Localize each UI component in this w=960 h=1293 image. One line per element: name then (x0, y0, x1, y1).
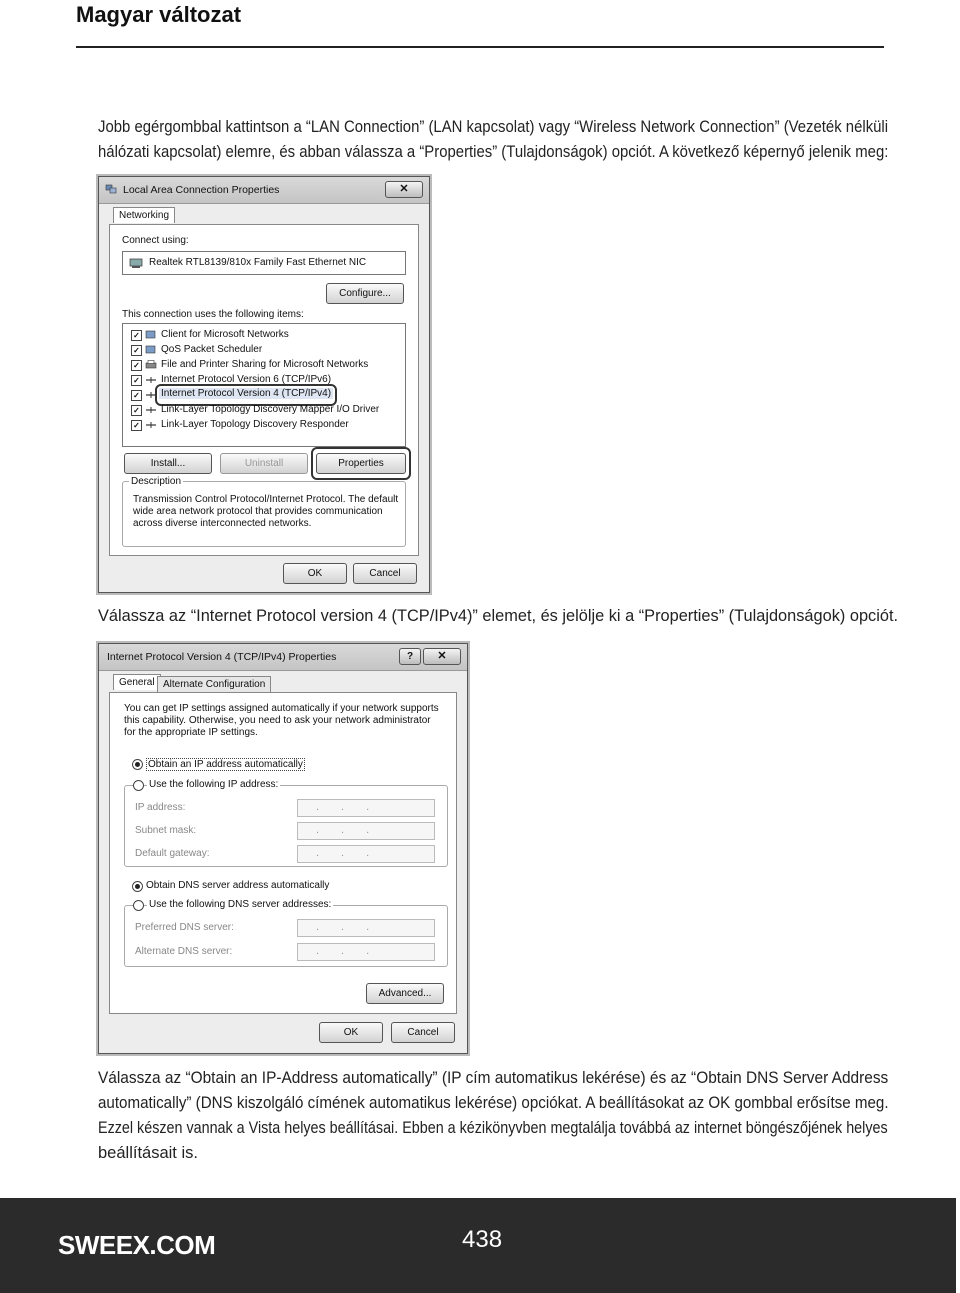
default-gateway-field: ... (297, 845, 435, 863)
ok-button[interactable]: OK (319, 1022, 383, 1043)
cancel-button[interactable]: Cancel (353, 563, 417, 584)
protocol-icon (145, 420, 157, 430)
adapter-box (122, 251, 406, 275)
item-label: Link-Layer Topology Discovery Mapper I/O Driver (161, 404, 380, 415)
item-label-selected[interactable]: Internet Protocol Version 4 (TCP/IPv4) (161, 388, 332, 399)
preferred-dns-label: Preferred DNS server: (135, 922, 234, 933)
dialog-title: Local Area Connection Properties (123, 184, 280, 196)
items-list[interactable] (122, 323, 406, 447)
ip-settings-group (124, 779, 448, 867)
tab-general[interactable]: General (113, 674, 161, 690)
heading-rule (76, 46, 884, 48)
use-dns-label[interactable]: Use the following DNS server addresses: (149, 899, 332, 910)
advanced-button[interactable]: Advanced... (366, 983, 444, 1004)
obtain-ip-label[interactable]: Obtain an IP address automatically (148, 759, 303, 770)
cancel-button[interactable]: Cancel (391, 1022, 455, 1043)
use-ip-label[interactable]: Use the following IP address: (149, 779, 279, 790)
item-label: File and Printer Sharing for Microsoft Networks (161, 359, 369, 370)
lan-properties-dialog (98, 176, 430, 593)
paragraph-line: hálózati kapcsolat) elemre, és abban válassza a “Properties” (Tulajdonságok) opciót. A következő képernyő jelenik meg: (98, 143, 889, 161)
paragraph-line: Ezzel készen vannak a Vista helyes beállításai. Ebben a kézikönyvben megtalálja továbbá az internet böngészőjének helyes (98, 1119, 888, 1137)
item-label: Internet Protocol Version 6 (TCP/IPv6) (161, 374, 332, 385)
close-button[interactable]: ✕ (423, 648, 461, 665)
obtain-dns-radio[interactable] (132, 881, 143, 892)
intro-text: for the appropriate IP settings. (124, 727, 258, 738)
select-protocol-paragraph (98, 604, 898, 629)
ip-address-label: IP address: (135, 802, 186, 813)
item-checkbox[interactable]: ✓ (131, 390, 142, 401)
final-paragraph (98, 1066, 888, 1166)
networking-panel (109, 224, 419, 556)
connect-using-label: Connect using: (122, 235, 189, 246)
page-heading: Magyar változat (76, 2, 242, 27)
general-panel (109, 692, 457, 1014)
subnet-mask-label: Subnet mask: (135, 825, 197, 836)
intro-paragraph (98, 115, 888, 165)
printer-icon (145, 360, 157, 370)
paragraph-line: Jobb egérgombbal kattintson a “LAN Connection” (LAN kapcsolat) vagy “Wireless Network Connection” (Vezeték nélküli (98, 118, 889, 136)
network-icon (105, 183, 117, 195)
uninstall-button: Uninstall (220, 453, 308, 474)
tab-alternate-configuration[interactable]: Alternate Configuration (157, 676, 271, 692)
description-label: Description (131, 476, 182, 487)
selection-highlight (155, 384, 337, 406)
paragraph-line: beállításait is. (98, 1144, 198, 1162)
configure-button[interactable]: Configure... (326, 283, 404, 304)
item-label: QoS Packet Scheduler (161, 344, 263, 355)
protocol-icon (145, 405, 157, 415)
ip-address-field: ... (297, 799, 435, 817)
intro-text: this capability. Otherwise, you need to ask your network administrator (124, 715, 431, 726)
brand-logo: SWEEX.COM (58, 1230, 216, 1260)
description-group (122, 476, 406, 547)
description-text: Transmission Control Protocol/Internet Protocol. The default (133, 494, 399, 505)
adapter-name: Realtek RTL8139/810x Family Fast Ethernet NIC (149, 257, 367, 268)
use-ip-radio[interactable] (133, 780, 144, 791)
title-bar[interactable] (99, 177, 429, 204)
install-button[interactable]: Install... (124, 453, 212, 474)
use-dns-radio[interactable] (133, 900, 144, 911)
close-button[interactable]: ✕ (385, 181, 423, 198)
preferred-dns-field: ... (297, 919, 435, 937)
dialog-title: Internet Protocol Version 4 (TCP/IPv4) Properties (107, 651, 337, 663)
network-adapter-icon (129, 257, 143, 269)
item-checkbox[interactable]: ✓ (131, 375, 142, 386)
alternate-dns-label: Alternate DNS server: (135, 946, 233, 957)
properties-highlight (311, 447, 411, 480)
items-label: This connection uses the following items: (122, 309, 304, 320)
alternate-dns-field: ... (297, 943, 435, 961)
item-checkbox[interactable]: ✓ (131, 420, 142, 431)
paragraph-line: Válassza az “Internet Protocol version 4 (TCP/IPv4)” elemet, és jelölje ki a “Properties” (Tulajdonságok) opciót. (98, 607, 899, 625)
page-number: 438 (462, 1226, 503, 1253)
item-label: Client for Microsoft Networks (161, 329, 289, 340)
item-checkbox[interactable]: ✓ (131, 330, 142, 341)
item-checkbox[interactable]: ✓ (131, 360, 142, 371)
paragraph-line: Válassza az “Obtain an IP-Address automatically” (IP cím automatikus lekérése) és az “Obtain DNS Server Address (98, 1069, 889, 1087)
help-button[interactable]: ? (399, 648, 421, 665)
item-checkbox[interactable]: ✓ (131, 405, 142, 416)
item-checkbox[interactable]: ✓ (131, 345, 142, 356)
obtain-ip-radio[interactable] (132, 759, 143, 770)
title-bar[interactable] (99, 644, 467, 671)
tab-networking[interactable]: Networking (113, 207, 175, 223)
intro-text: You can get IP settings assigned automatically if your network supports (124, 703, 439, 714)
dns-settings-group (124, 899, 448, 967)
obtain-dns-label[interactable]: Obtain DNS server address automatically (146, 880, 330, 891)
description-text: across diverse interconnected networks. (133, 518, 312, 529)
item-label: Link-Layer Topology Discovery Responder (161, 419, 349, 430)
client-icon (145, 330, 157, 340)
ok-button[interactable]: OK (283, 563, 347, 584)
ipv4-properties-dialog (98, 643, 468, 1054)
default-gateway-label: Default gateway: (135, 848, 210, 859)
paragraph-line: automatically” (DNS kiszolgáló címének automatikus lekérése) opciókat. A beállításokat az OK gombbal erősítse meg. (98, 1094, 889, 1112)
subnet-mask-field: ... (297, 822, 435, 840)
protocol-icon (145, 375, 157, 385)
scheduler-icon (145, 345, 157, 355)
description-text: wide area network protocol that provides communication (133, 506, 383, 517)
properties-button[interactable]: Properties (316, 453, 406, 474)
